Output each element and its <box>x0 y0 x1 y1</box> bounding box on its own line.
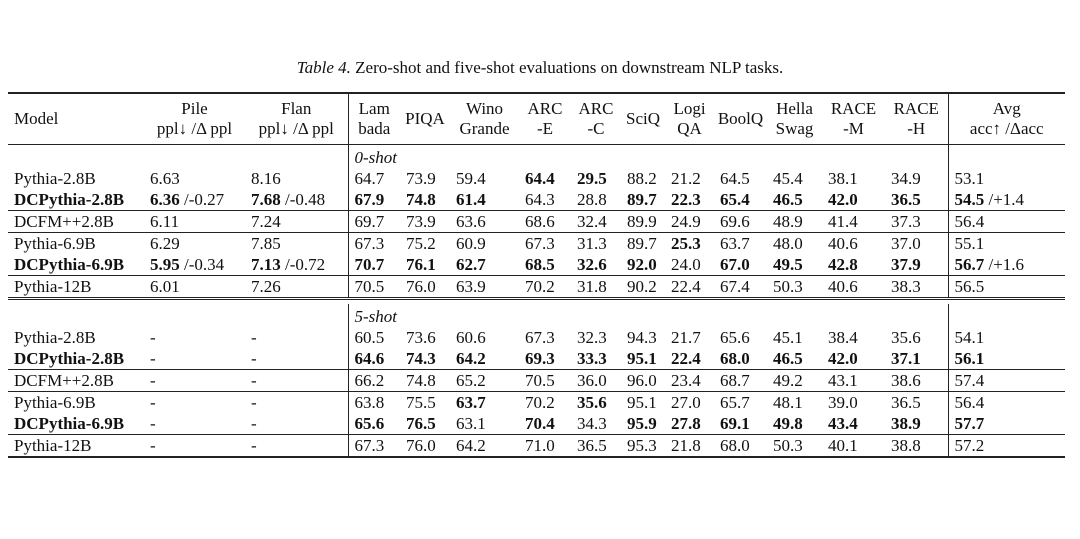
score-cell: 65.7 <box>714 392 767 414</box>
column-header-line: ARC <box>578 99 614 118</box>
score-cell: 63.7 <box>714 233 767 255</box>
flan-cell <box>245 435 348 458</box>
score-cell: 35.6 <box>571 392 621 414</box>
score-cell: 66.2 <box>348 370 400 392</box>
flan-cell <box>245 392 348 414</box>
column-header <box>348 93 400 145</box>
score-cell: 68.6 <box>519 211 571 233</box>
flan-cell <box>245 370 348 392</box>
score-cell: 96.0 <box>621 370 665 392</box>
pile-value: 6.36 <box>150 190 180 209</box>
score-cell: 75.2 <box>400 233 450 255</box>
column-header-line: ppl↓ /Δ ppl <box>258 119 334 138</box>
avg-cell <box>948 233 1065 255</box>
model-name: DCFM++2.8B <box>8 211 144 233</box>
score-cell: 71.0 <box>519 435 571 458</box>
table-row <box>8 370 1065 392</box>
column-header <box>621 93 665 145</box>
column-header-line: -M <box>843 119 864 138</box>
column-header-line: RACE <box>830 99 877 118</box>
column-header <box>245 93 348 145</box>
column-header <box>519 93 571 145</box>
score-cell: 90.2 <box>621 276 665 299</box>
score-cell: 65.2 <box>450 370 519 392</box>
pile-value: - <box>150 349 156 368</box>
pile-value: - <box>150 414 156 433</box>
column-header <box>767 93 822 145</box>
table-row <box>8 435 1065 458</box>
score-cell: 22.4 <box>665 276 714 299</box>
score-cell: 67.3 <box>519 233 571 255</box>
pile-value: 6.63 <box>150 169 180 188</box>
flan-cell <box>245 189 348 211</box>
avg-value: 57.7 <box>954 414 985 433</box>
score-cell: 32.4 <box>571 211 621 233</box>
pile-value: 5.95 <box>150 255 180 274</box>
score-cell: 69.3 <box>525 349 555 368</box>
score-cell: 64.2 <box>450 435 519 458</box>
pile-cell <box>144 276 245 299</box>
score-cell: 70.5 <box>348 276 400 299</box>
score-cell: 38.6 <box>885 370 948 392</box>
score-cell: 36.5 <box>891 190 921 209</box>
column-header <box>714 93 767 145</box>
column-header-line: -E <box>536 119 554 138</box>
column-header-line: Logi <box>673 99 706 118</box>
score-cell: 42.8 <box>828 255 858 274</box>
pile-value: 6.11 <box>150 212 180 231</box>
avg-value: 54.1 <box>954 328 985 347</box>
score-cell: 70.5 <box>519 370 571 392</box>
score-cell: 24.9 <box>665 211 714 233</box>
flan-delta: /-0.48 <box>280 190 326 209</box>
score-cell: 36.5 <box>885 392 948 414</box>
score-cell: 45.4 <box>773 169 803 188</box>
score-cell: 60.9 <box>450 233 519 255</box>
score-cell: 48.0 <box>767 233 822 255</box>
score-cell: 32.6 <box>577 255 607 274</box>
flan-cell <box>245 348 348 370</box>
score-cell: 75.5 <box>400 392 450 414</box>
avg-value: 57.2 <box>954 436 985 455</box>
column-header <box>144 93 245 145</box>
score-cell: 40.6 <box>822 233 885 255</box>
score-cell: 70.2 <box>519 276 571 299</box>
column-header-line: QA <box>677 119 702 138</box>
column-header-line: -H <box>907 119 926 138</box>
section-label: 0-shot <box>354 148 397 167</box>
score-cell: 38.3 <box>885 276 948 299</box>
score-cell: 60.5 <box>348 327 400 348</box>
header-row <box>8 93 1065 145</box>
flan-value: - <box>251 414 257 433</box>
column-header <box>400 93 450 145</box>
column-header-line: acc↑ /Δacc <box>969 119 1044 138</box>
column-header-line: Lam <box>358 99 390 118</box>
score-cell: 73.9 <box>400 211 450 233</box>
score-cell: 74.3 <box>406 349 436 368</box>
score-cell: 92.0 <box>627 255 657 274</box>
model-name: Pythia-6.9B <box>8 392 144 414</box>
column-header <box>822 93 885 145</box>
model-name: DCPythia-2.8B <box>14 190 125 209</box>
score-cell: 37.0 <box>885 233 948 255</box>
score-cell: 25.3 <box>665 233 714 255</box>
column-header-line: bada <box>358 119 391 138</box>
score-cell: 33.3 <box>577 349 607 368</box>
model-name: DCFM++2.8B <box>8 370 144 392</box>
model-name: Pythia-2.8B <box>14 169 96 188</box>
score-cell: 36.5 <box>571 435 621 458</box>
table-row <box>8 348 1065 370</box>
score-cell: 41.4 <box>822 211 885 233</box>
avg-cell <box>948 189 1065 211</box>
score-cell: 65.4 <box>720 190 750 209</box>
model-name: Pythia-12B <box>8 276 144 299</box>
model-name: DCPythia-6.9B <box>14 255 125 274</box>
column-header-line: Wino <box>465 99 504 118</box>
score-cell: 46.5 <box>773 349 803 368</box>
score-cell: 64.7 <box>348 168 400 189</box>
pile-cell <box>144 168 245 189</box>
avg-value: 56.1 <box>954 349 985 368</box>
score-cell: 76.0 <box>400 435 450 458</box>
table-row <box>8 276 1065 299</box>
score-cell: 76.0 <box>400 276 450 299</box>
column-header <box>885 93 948 145</box>
score-cell: 50.3 <box>767 435 822 458</box>
score-cell: 65.6 <box>348 413 400 435</box>
score-cell: 95.1 <box>627 349 657 368</box>
score-cell: 37.9 <box>891 255 921 274</box>
pile-cell <box>144 233 245 255</box>
score-cell: 23.4 <box>665 370 714 392</box>
avg-cell <box>948 348 1065 370</box>
score-cell: 67.4 <box>714 276 767 299</box>
flan-value: - <box>251 328 257 347</box>
model-name: Pythia-2.8B <box>14 328 96 347</box>
table-row <box>8 233 1065 255</box>
score-cell: 73.6 <box>406 328 436 347</box>
score-cell: 45.1 <box>773 328 803 347</box>
column-header-line: Pile <box>181 99 208 118</box>
score-cell: 21.2 <box>671 169 701 188</box>
avg-cell <box>948 327 1065 348</box>
column-header-line: ARC <box>527 99 563 118</box>
score-cell: 67.9 <box>348 189 400 211</box>
flan-cell <box>245 276 348 299</box>
score-cell: 67.3 <box>525 328 555 347</box>
score-cell: 67.3 <box>348 233 400 255</box>
table-row <box>8 392 1065 414</box>
column-header <box>665 93 714 145</box>
avg-value: 56.4 <box>954 393 985 412</box>
column-header-line: Flan <box>281 99 312 118</box>
score-cell: 38.4 <box>828 328 858 347</box>
results-table <box>8 92 1065 458</box>
score-cell: 74.8 <box>406 190 436 209</box>
avg-cell <box>948 370 1065 392</box>
score-cell: 38.9 <box>891 414 921 433</box>
avg-value: 53.1 <box>954 169 985 188</box>
score-cell: 49.2 <box>767 370 822 392</box>
pile-value: - <box>150 371 156 390</box>
score-cell: 69.7 <box>348 211 400 233</box>
model-name: Pythia-12B <box>8 435 144 458</box>
column-header-line: Model <box>14 109 59 128</box>
score-cell: 37.1 <box>891 349 921 368</box>
avg-value: 55.1 <box>954 234 985 253</box>
table-body <box>8 145 1065 458</box>
score-cell: 22.3 <box>671 190 701 209</box>
flan-delta: /-0.72 <box>280 255 326 274</box>
score-cell: 95.9 <box>627 414 657 433</box>
score-cell: 70.4 <box>525 414 555 433</box>
score-cell: 37.3 <box>885 211 948 233</box>
score-cell: 89.7 <box>621 233 665 255</box>
score-cell: 67.0 <box>720 255 750 274</box>
score-cell: 21.8 <box>665 435 714 458</box>
score-cell: 36.0 <box>571 370 621 392</box>
flan-cell <box>245 413 348 435</box>
score-cell: 43.1 <box>822 370 885 392</box>
score-cell: 27.0 <box>665 392 714 414</box>
section-label-row <box>8 145 1065 169</box>
flan-cell <box>245 327 348 348</box>
pile-delta: /-0.27 <box>179 190 225 209</box>
avg-delta: /+1.4 <box>984 190 1025 209</box>
column-header <box>450 93 519 145</box>
score-cell: 59.4 <box>456 169 486 188</box>
score-cell: 27.8 <box>671 414 701 433</box>
flan-value: 7.85 <box>251 234 281 253</box>
column-header-line: Swag <box>775 119 814 138</box>
score-cell: 50.3 <box>767 276 822 299</box>
avg-cell <box>948 168 1065 189</box>
table-row <box>8 189 1065 211</box>
score-cell: 68.0 <box>714 435 767 458</box>
flan-value: 7.24 <box>251 212 281 231</box>
score-cell: 62.7 <box>456 255 486 274</box>
column-header <box>8 93 144 145</box>
table-row <box>8 413 1065 435</box>
score-cell: 49.8 <box>773 414 803 433</box>
score-cell: 49.5 <box>773 255 803 274</box>
score-cell: 39.0 <box>822 392 885 414</box>
pile-cell <box>144 413 245 435</box>
section-label-row <box>8 304 1065 327</box>
flan-value: - <box>251 436 257 455</box>
score-cell: 63.7 <box>450 392 519 414</box>
score-cell: 64.4 <box>525 169 555 188</box>
score-cell: 63.8 <box>348 392 400 414</box>
table-row <box>8 254 1065 276</box>
pile-value: - <box>150 436 156 455</box>
flan-value: 8.16 <box>251 169 281 188</box>
pile-cell <box>144 254 245 276</box>
score-cell: 88.2 <box>627 169 657 188</box>
score-cell: 38.1 <box>828 169 858 188</box>
flan-value: 7.68 <box>251 190 281 209</box>
avg-value: 56.4 <box>954 212 985 231</box>
pile-value: 6.01 <box>150 277 180 296</box>
column-header-line: ppl↓ /Δ ppl <box>156 119 233 138</box>
score-cell: 28.8 <box>577 190 607 209</box>
score-cell: 38.8 <box>885 435 948 458</box>
flan-value: - <box>251 393 257 412</box>
score-cell: 65.6 <box>720 328 750 347</box>
score-cell: 94.3 <box>627 328 657 347</box>
model-name: DCPythia-2.8B <box>14 349 125 368</box>
score-cell: 69.1 <box>720 414 750 433</box>
avg-cell <box>948 435 1065 458</box>
flan-cell <box>245 233 348 255</box>
score-cell: 68.5 <box>525 255 555 274</box>
model-name: Pythia-6.9B <box>8 233 144 255</box>
score-cell: 64.3 <box>525 190 555 209</box>
avg-value: 57.4 <box>954 371 985 390</box>
score-cell: 64.2 <box>456 349 486 368</box>
score-cell: 29.5 <box>577 169 607 188</box>
flan-cell <box>245 211 348 233</box>
flan-value: - <box>251 371 257 390</box>
score-cell: 63.1 <box>456 414 486 433</box>
score-cell: 95.3 <box>621 435 665 458</box>
score-cell: 34.3 <box>577 414 607 433</box>
score-cell: 67.3 <box>348 435 400 458</box>
table-caption <box>0 58 1080 78</box>
score-cell: 21.7 <box>671 328 701 347</box>
flan-value: 7.13 <box>251 255 281 274</box>
model-name: DCPythia-6.9B <box>14 414 125 433</box>
score-cell: 22.4 <box>671 349 701 368</box>
score-cell: 42.0 <box>828 190 858 209</box>
column-header <box>948 93 1065 145</box>
score-cell: 35.6 <box>891 328 921 347</box>
score-cell: 24.0 <box>671 255 701 274</box>
avg-delta: /+1.6 <box>984 255 1025 274</box>
column-header-line: SciQ <box>626 109 660 128</box>
score-cell: 48.1 <box>767 392 822 414</box>
score-cell: 64.5 <box>720 169 750 188</box>
pile-value: 6.29 <box>150 234 180 253</box>
section-label: 5-shot <box>354 307 397 326</box>
column-header-line: Grande <box>459 119 510 138</box>
table-row <box>8 211 1065 233</box>
score-cell: 48.9 <box>767 211 822 233</box>
score-cell: 63.9 <box>450 276 519 299</box>
avg-cell <box>948 276 1065 299</box>
pile-delta: /-0.34 <box>179 255 225 274</box>
score-cell: 61.4 <box>456 190 486 209</box>
score-cell: 42.0 <box>828 349 858 368</box>
column-header-line: Hella <box>776 99 813 118</box>
score-cell: 40.1 <box>822 435 885 458</box>
score-cell: 76.5 <box>406 414 436 433</box>
column-header-line: RACE <box>893 99 939 118</box>
avg-cell <box>948 413 1065 435</box>
avg-value: 54.5 <box>954 190 985 209</box>
table-row <box>8 327 1065 348</box>
pile-value: - <box>150 328 156 347</box>
flan-value: 7.26 <box>251 277 281 296</box>
score-cell: 32.3 <box>577 328 607 347</box>
pile-cell <box>144 211 245 233</box>
pile-cell <box>144 370 245 392</box>
avg-value: 56.5 <box>954 277 985 296</box>
score-cell: 68.7 <box>714 370 767 392</box>
avg-cell <box>948 392 1065 414</box>
score-cell: 95.1 <box>621 392 665 414</box>
flan-cell <box>245 254 348 276</box>
table-row <box>8 168 1065 189</box>
score-cell: 68.0 <box>720 349 750 368</box>
score-cell: 40.6 <box>822 276 885 299</box>
pile-cell <box>144 435 245 458</box>
caption-text: Zero-shot and five-shot evaluations on downstream NLP tasks. <box>355 58 784 77</box>
column-header-line: Avg <box>992 99 1021 118</box>
flan-value: - <box>251 349 257 368</box>
score-cell: 70.2 <box>519 392 571 414</box>
pile-cell <box>144 392 245 414</box>
column-header-line: -C <box>587 119 605 138</box>
avg-cell <box>948 211 1065 233</box>
score-cell: 31.8 <box>571 276 621 299</box>
pile-cell <box>144 189 245 211</box>
pile-cell <box>144 327 245 348</box>
score-cell: 73.9 <box>406 169 436 188</box>
score-cell: 34.9 <box>891 169 921 188</box>
score-cell: 70.7 <box>348 254 400 276</box>
avg-cell <box>948 254 1065 276</box>
score-cell: 76.1 <box>406 255 436 274</box>
flan-cell <box>245 168 348 189</box>
score-cell: 69.6 <box>714 211 767 233</box>
score-cell: 43.4 <box>828 414 858 433</box>
pile-value: - <box>150 393 156 412</box>
score-cell: 63.6 <box>450 211 519 233</box>
score-cell: 46.5 <box>773 190 803 209</box>
score-cell: 64.6 <box>348 348 400 370</box>
score-cell: 74.8 <box>400 370 450 392</box>
score-cell: 60.6 <box>456 328 486 347</box>
avg-value: 56.7 <box>954 255 985 274</box>
column-header-line: BoolQ <box>717 109 764 128</box>
score-cell: 89.9 <box>621 211 665 233</box>
score-cell: 89.7 <box>627 190 657 209</box>
pile-cell <box>144 348 245 370</box>
column-header-line: PIQA <box>405 109 445 128</box>
caption-tag: Table 4. <box>296 58 351 77</box>
table-header <box>8 93 1065 145</box>
column-header <box>571 93 621 145</box>
score-cell: 31.3 <box>571 233 621 255</box>
